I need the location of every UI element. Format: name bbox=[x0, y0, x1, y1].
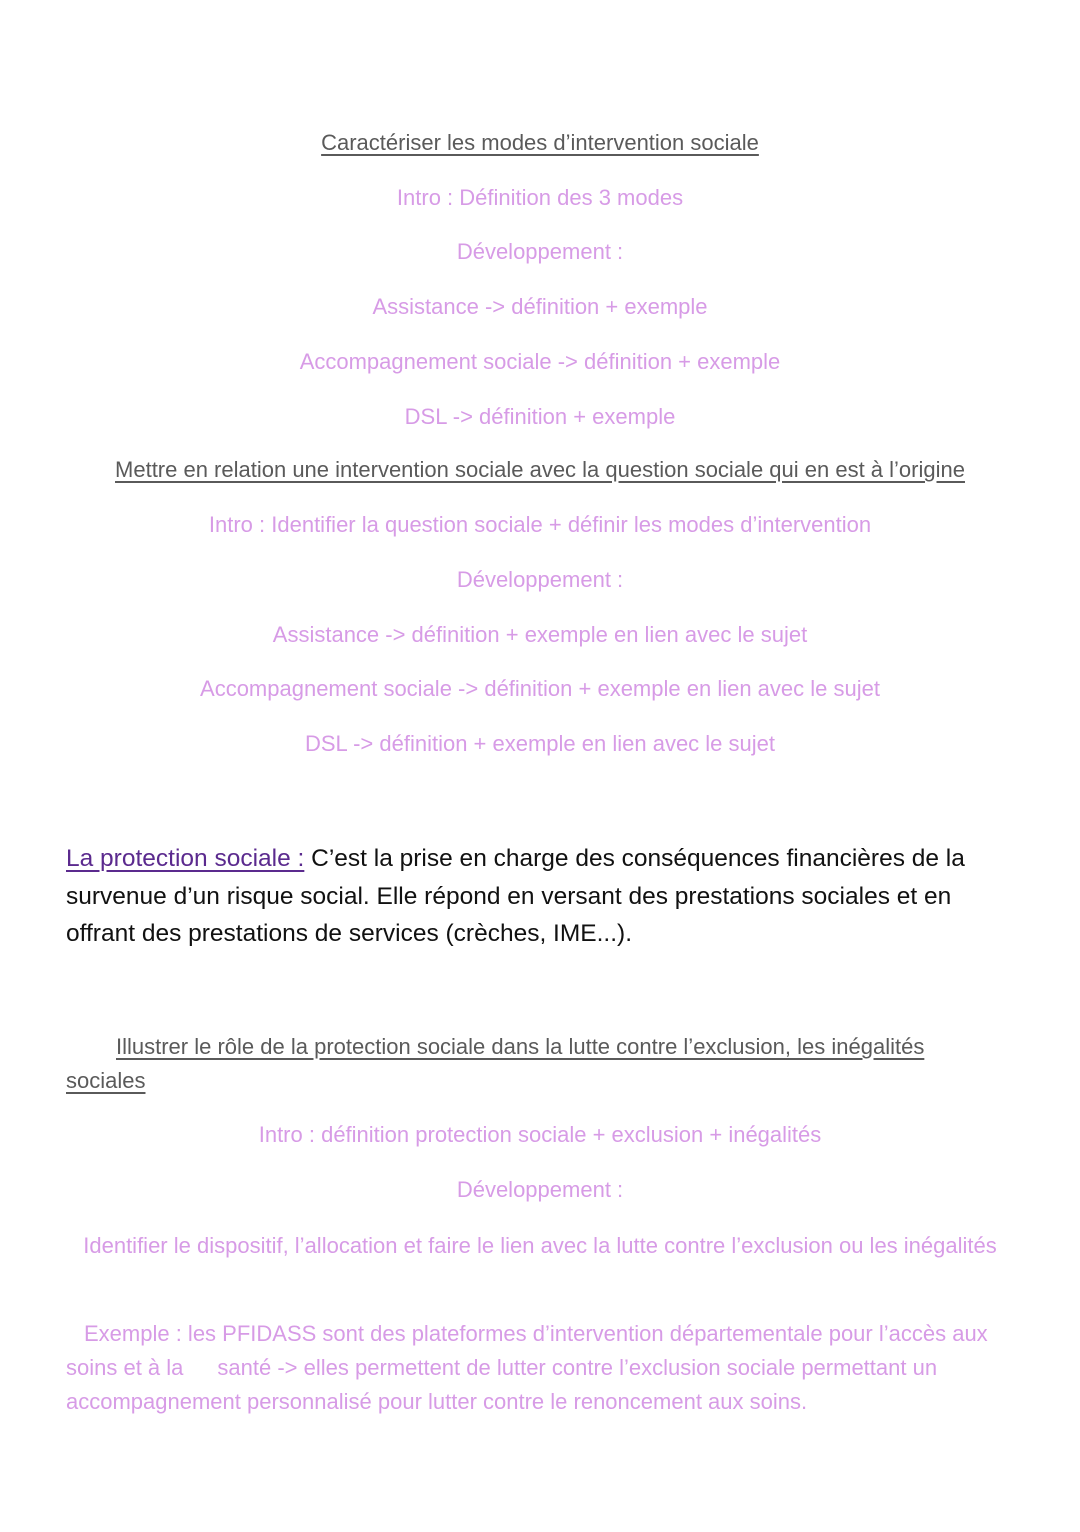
section1-item-assistance: Assistance -> définition + exemple bbox=[372, 294, 708, 319]
definition-text: C’est la prise en charge des conséquences financières de la survenue d’un risque social. Elle répond en versant des prestations sociales et en offrant des prestations de services (crèches, IME...). bbox=[66, 845, 965, 947]
section2-intro: Intro : Identifier la question sociale + définir les modes d’intervention bbox=[208, 512, 872, 537]
section3-exemple bbox=[66, 1317, 1006, 1419]
section2-item-dsl: DSL -> définition + exemple en lien avec le sujet bbox=[304, 731, 775, 756]
section3-exemple-part1: Exemple : les PFIDASS sont des plateformes d’intervention départementale pour l’accès aux soins et à la bbox=[66, 1321, 988, 1380]
definition-term: La protection sociale : bbox=[66, 845, 305, 872]
section3-title bbox=[66, 1030, 1006, 1098]
section1-item-dsl: DSL -> définition + exemple bbox=[404, 404, 676, 429]
section3-identifier: Identifier le dispositif, l’allocation et faire le lien avec la lutte contre l’exclusion ou les inégalités bbox=[83, 1233, 997, 1258]
section1-item-accompagnement: Accompagnement sociale -> définition + exemple bbox=[299, 349, 781, 374]
section1-intro: Intro : Définition des 3 modes bbox=[396, 185, 684, 210]
section3-intro: Intro : définition protection sociale + exclusion + inégalités bbox=[258, 1122, 822, 1147]
section2-item-assistance: Assistance -> définition + exemple en lien avec le sujet bbox=[272, 622, 808, 647]
section1-title: Caractériser les modes d’intervention sociale bbox=[321, 130, 759, 155]
section1-developpement: Développement : bbox=[456, 239, 624, 264]
section3-title-part2: sociales bbox=[66, 1068, 146, 1093]
section2-developpement: Développement : bbox=[456, 567, 624, 592]
section2-title: Mettre en relation une intervention sociale avec la question sociale qui en est à l’origine bbox=[115, 457, 965, 482]
section3-developpement: Développement : bbox=[456, 1177, 624, 1202]
definition-paragraph bbox=[66, 840, 1016, 953]
section3-exemple-part2: santé -> elles permettent de lutter contre l’exclusion sociale permettant un accompagnement personnalisé pour lutter contre le renoncement aux soins. bbox=[66, 1355, 938, 1414]
section2-item-accompagnement: Accompagnement sociale -> définition + exemple en lien avec le sujet bbox=[200, 676, 880, 701]
section3-title-part1: Illustrer le rôle de la protection sociale dans la lutte contre l’exclusion, les inégalités bbox=[116, 1034, 925, 1059]
